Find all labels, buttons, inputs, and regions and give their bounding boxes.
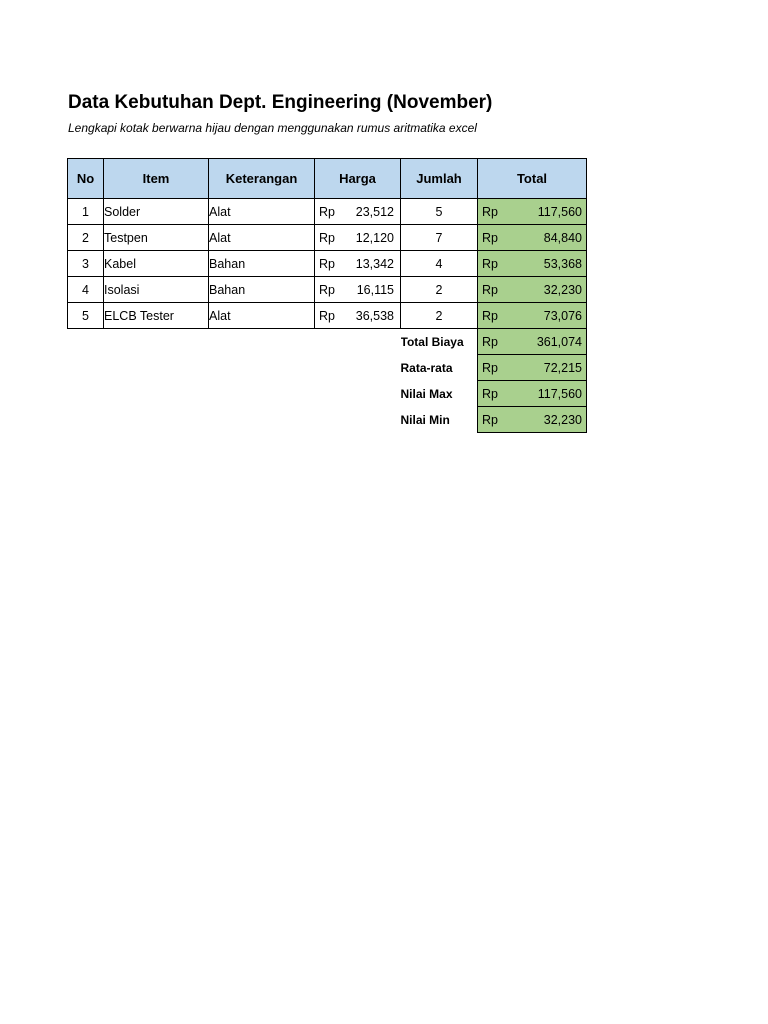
cell-harga[interactable] — [315, 199, 401, 225]
page-title: Data Kebutuhan Dept. Engineering (November) — [68, 92, 493, 113]
summary-value: 32,230 — [543, 412, 582, 427]
column-header-keterangan[interactable]: Keterangan — [209, 159, 315, 199]
column-header-harga[interactable]: Harga — [315, 159, 401, 199]
currency-label: Rp — [482, 230, 498, 245]
table-row — [68, 225, 587, 251]
harga-value: 13,342 — [355, 256, 394, 271]
table-row — [68, 251, 587, 277]
total-value: 53,368 — [543, 256, 582, 271]
cell-total[interactable] — [478, 199, 587, 225]
cell-no[interactable]: 2 — [68, 225, 104, 251]
currency-label: Rp — [482, 334, 498, 349]
cell-no[interactable]: 1 — [68, 199, 104, 225]
empty-cell — [68, 355, 401, 381]
cell-total[interactable] — [478, 303, 587, 329]
column-header-total[interactable]: Total — [478, 159, 587, 199]
cell-no[interactable]: 5 — [68, 303, 104, 329]
currency-label: Rp — [482, 204, 498, 219]
summary-value: 117,560 — [537, 386, 582, 401]
summary-label[interactable]: Nilai Min — [400, 412, 450, 427]
currency-label: Rp — [482, 282, 498, 297]
summary-label[interactable]: Total Biaya — [400, 334, 464, 349]
cell-harga[interactable] — [315, 225, 401, 251]
currency-label: Rp — [482, 360, 498, 375]
data-table — [67, 158, 587, 433]
summary-value-cell[interactable] — [478, 381, 587, 407]
cell-keterangan[interactable]: Alat — [209, 199, 315, 225]
cell-jumlah[interactable]: 5 — [401, 199, 478, 225]
cell-item[interactable]: Kabel — [104, 251, 209, 277]
currency-label: Rp — [319, 204, 335, 219]
summary-value: 361,074 — [536, 334, 582, 349]
currency-label: Rp — [319, 256, 335, 271]
summary-value: 72,215 — [543, 360, 582, 375]
column-header-jumlah[interactable]: Jumlah — [401, 159, 478, 199]
currency-label: Rp — [482, 256, 498, 271]
currency-label: Rp — [482, 412, 498, 427]
summary-value-cell[interactable] — [478, 329, 587, 355]
cell-no[interactable]: 4 — [68, 277, 104, 303]
cell-harga[interactable] — [315, 303, 401, 329]
currency-label: Rp — [319, 230, 335, 245]
cell-item[interactable]: Isolasi — [104, 277, 209, 303]
cell-jumlah[interactable]: 4 — [401, 251, 478, 277]
cell-total[interactable] — [478, 225, 587, 251]
cell-harga[interactable] — [315, 251, 401, 277]
cell-jumlah[interactable]: 2 — [401, 303, 478, 329]
summary-label[interactable]: Nilai Max — [400, 386, 453, 401]
total-value: 117,560 — [537, 204, 582, 219]
cell-harga[interactable] — [315, 277, 401, 303]
table-header-row — [68, 159, 587, 199]
cell-keterangan[interactable]: Alat — [209, 303, 315, 329]
total-value: 84,840 — [543, 230, 582, 245]
summary-row-nilai-max — [68, 381, 587, 407]
column-header-item[interactable]: Item — [104, 159, 209, 199]
cell-jumlah[interactable]: 7 — [401, 225, 478, 251]
currency-label: Rp — [319, 308, 335, 323]
empty-cell — [68, 329, 401, 355]
cell-total[interactable] — [478, 277, 587, 303]
empty-cell — [68, 407, 401, 433]
column-header-no[interactable]: No — [68, 159, 104, 199]
summary-row-total-biaya — [68, 329, 587, 355]
harga-value: 36,538 — [355, 308, 394, 323]
total-value: 73,076 — [543, 308, 582, 323]
summary-value-cell[interactable] — [478, 407, 587, 433]
currency-label: Rp — [482, 308, 498, 323]
cell-keterangan[interactable]: Bahan — [209, 251, 315, 277]
cell-item[interactable]: Solder — [104, 199, 209, 225]
cell-keterangan[interactable]: Alat — [209, 225, 315, 251]
table-row — [68, 277, 587, 303]
summary-row-nilai-min — [68, 407, 587, 433]
harga-value: 23,512 — [355, 204, 394, 219]
cell-jumlah[interactable]: 2 — [401, 277, 478, 303]
cell-no[interactable]: 3 — [68, 251, 104, 277]
summary-label[interactable]: Rata-rata — [400, 360, 453, 375]
table-row — [68, 303, 587, 329]
summary-value-cell[interactable] — [478, 355, 587, 381]
cell-total[interactable] — [478, 251, 587, 277]
total-value: 32,230 — [543, 282, 582, 297]
currency-label: Rp — [482, 386, 498, 401]
summary-row-rata-rata — [68, 355, 587, 381]
table-row — [68, 199, 587, 225]
empty-cell — [68, 381, 401, 407]
harga-value: 16,115 — [356, 282, 394, 297]
cell-item[interactable]: Testpen — [104, 225, 209, 251]
currency-label: Rp — [319, 282, 335, 297]
page-subtitle: Lengkapi kotak berwarna hijau dengan menggunakan rumus aritmatika excel — [68, 121, 477, 135]
cell-item[interactable]: ELCB Tester — [104, 303, 209, 329]
cell-keterangan[interactable]: Bahan — [209, 277, 315, 303]
harga-value: 12,120 — [355, 230, 394, 245]
